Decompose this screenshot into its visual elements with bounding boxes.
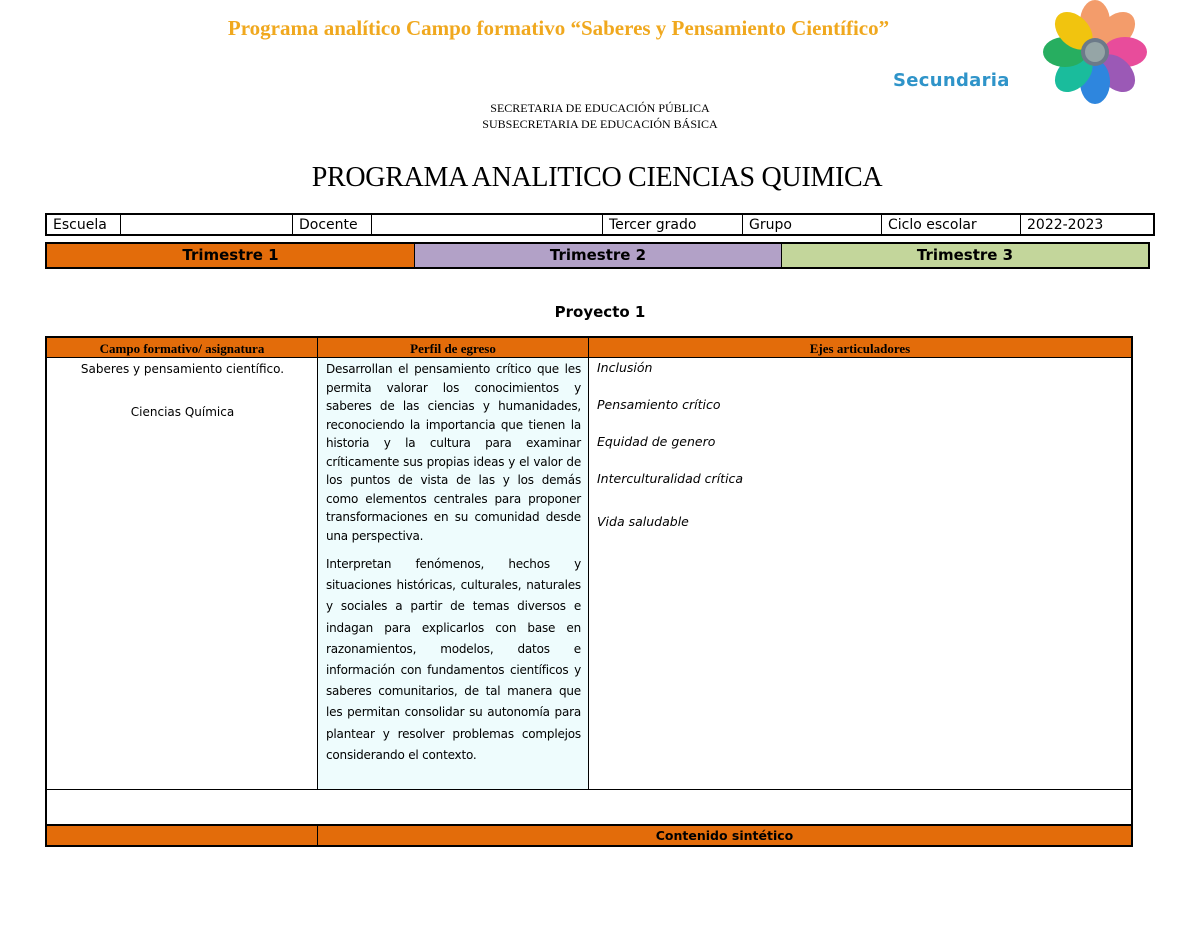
campo-cell — [47, 358, 318, 789]
docente-label: Docente — [293, 215, 372, 234]
brand-label: Secundaria — [893, 70, 1010, 91]
proyecto-title: Proyecto 1 — [554, 303, 646, 321]
campo-line-2: Ciencias Química — [130, 405, 235, 419]
campo-line-1: Saberes y pensamiento científico. — [80, 362, 285, 376]
perfil-paragraph-1: Desarrollan el pensamiento crítico que les permita valorar los conocimientos y saberes de las ciencias y humanidades, reconociendo la importancia que tienen la historia y la cultura para examinar críticamente sus propias ideas y el valor de los puntos de vista de las y los demás como elementos centrales para proponer transformaciones en su comunidad desde una perspectiva. — [326, 362, 581, 543]
program-table — [45, 336, 1133, 847]
trimestre-3-tab[interactable]: Trimestre 3 — [782, 244, 1148, 267]
eje-item: Interculturalidad crítica — [597, 471, 744, 486]
eje-item: Equidad de genero — [597, 434, 716, 449]
eje-item: Pensamiento crítico — [597, 397, 721, 412]
secretaria-line: SECRETARIA DE EDUCACIÓN PÚBLICA — [490, 101, 710, 115]
header-perfil-egreso: Perfil de egreso — [318, 338, 589, 358]
trimestre-row — [45, 242, 1150, 269]
header-campo-formativo: Campo formativo/ asignatura — [47, 338, 318, 358]
flower-logo-icon — [1043, 0, 1147, 104]
subsecretaria-line: SUBSECRETARIA DE EDUCACIÓN BÁSICA — [482, 117, 718, 131]
page-title: PROGRAMA ANALITICO CIENCIAS QUIMICA — [311, 162, 883, 193]
perfil-cell — [318, 358, 589, 789]
docente-field[interactable] — [372, 215, 603, 234]
eje-item: Inclusión — [597, 360, 653, 375]
contenido-row — [47, 824, 1131, 845]
escuela-field[interactable] — [121, 215, 293, 234]
trimestre-2-tab[interactable]: Trimestre 2 — [415, 244, 782, 267]
ciclo-escolar-label: Ciclo escolar — [882, 215, 1021, 234]
contenido-left-cell — [47, 826, 318, 845]
contenido-sintetico-label: Contenido sintético — [655, 828, 794, 843]
document-top-title: Programa analítico Campo formativo “Saberes y Pensamiento Científico” — [227, 16, 890, 40]
escuela-label: Escuela — [47, 215, 121, 234]
header-ejes-articuladores: Ejes articuladores — [589, 338, 1131, 358]
trimestre-1-tab[interactable]: Trimestre 1 — [47, 244, 415, 267]
grado-label: Tercer grado — [603, 215, 743, 234]
school-info-row — [45, 213, 1155, 236]
perfil-paragraph-2: Interpretan fenómenos, hechos y situaciones históricas, culturales, naturales y sociales a partir de temas diversos e indagan para explicarlos con base en razonamientos, modelos, datos e información con fundamentos científicos y saberes comunitarios, de tal manera que les permitan consolidar su autonomía para plantear y resolver problemas complejos considerando el contexto. — [326, 557, 581, 762]
empty-row — [47, 790, 1131, 826]
eje-item: Vida saludable — [597, 514, 689, 529]
ciclo-escolar-value: 2022-2023 — [1027, 217, 1104, 233]
grupo-label: Grupo — [743, 215, 882, 234]
ejes-cell — [589, 358, 1131, 789]
